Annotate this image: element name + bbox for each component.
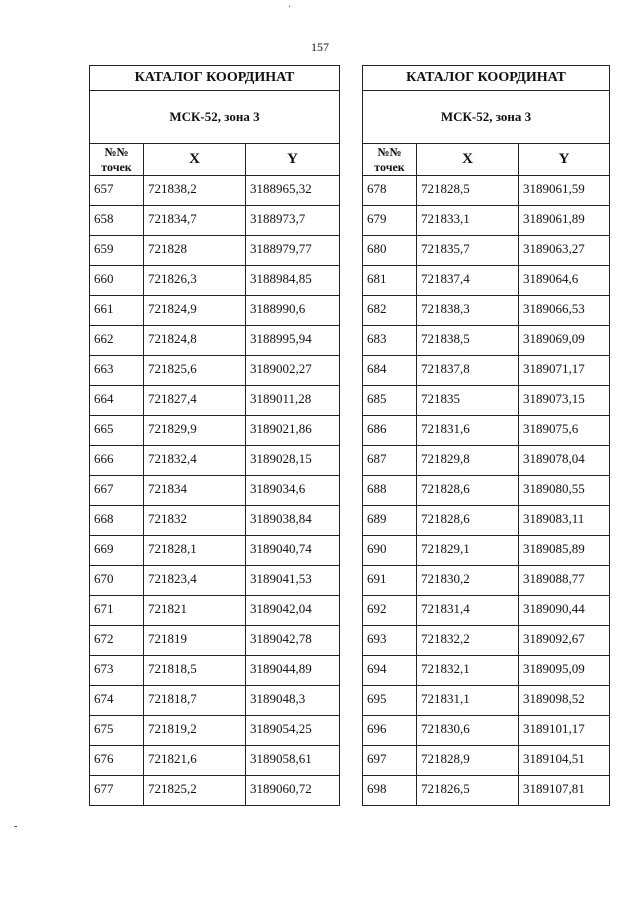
point-number-cell: 664 bbox=[90, 386, 144, 416]
x-coordinate-cell: 721837,8 bbox=[417, 356, 519, 386]
y-coordinate-cell: 3189071,17 bbox=[519, 356, 610, 386]
point-number-cell: 693 bbox=[363, 626, 417, 656]
y-coordinate-cell: 3189041,53 bbox=[246, 566, 340, 596]
table-row bbox=[363, 356, 610, 386]
table-row bbox=[363, 566, 610, 596]
y-coordinate-cell: 3189104,51 bbox=[519, 746, 610, 776]
table-row bbox=[363, 716, 610, 746]
point-number-cell: 675 bbox=[90, 716, 144, 746]
tick-mark: ' bbox=[289, 4, 291, 13]
x-coordinate-cell: 721837,4 bbox=[417, 266, 519, 296]
table-row bbox=[363, 446, 610, 476]
point-number-cell: 658 bbox=[90, 206, 144, 236]
y-coordinate-cell: 3189021,86 bbox=[246, 416, 340, 446]
y-coordinate-cell: 3189092,67 bbox=[519, 626, 610, 656]
table-row bbox=[363, 656, 610, 686]
point-number-cell: 690 bbox=[363, 536, 417, 566]
table-row bbox=[90, 296, 340, 326]
y-coordinate-cell: 3189038,84 bbox=[246, 506, 340, 536]
x-coordinate-cell: 721828,1 bbox=[144, 536, 246, 566]
table-row bbox=[90, 386, 340, 416]
point-number-cell: 677 bbox=[90, 776, 144, 806]
x-coordinate-cell: 721824,8 bbox=[144, 326, 246, 356]
x-coordinate-cell: 721838,3 bbox=[417, 296, 519, 326]
x-coordinate-cell: 721818,5 bbox=[144, 656, 246, 686]
point-number-cell: 669 bbox=[90, 536, 144, 566]
x-coordinate-cell: 721829,1 bbox=[417, 536, 519, 566]
x-coordinate-cell: 721835 bbox=[417, 386, 519, 416]
header-num-line2: точек bbox=[374, 159, 405, 174]
y-coordinate-cell: 3189066,53 bbox=[519, 296, 610, 326]
y-coordinate-cell: 3189078,04 bbox=[519, 446, 610, 476]
y-coordinate-cell: 3189061,59 bbox=[519, 176, 610, 206]
x-coordinate-cell: 721838,5 bbox=[417, 326, 519, 356]
x-coordinate-cell: 721832 bbox=[144, 506, 246, 536]
y-coordinate-cell: 3189034,6 bbox=[246, 476, 340, 506]
y-coordinate-cell: 3189044,89 bbox=[246, 656, 340, 686]
x-coordinate-cell: 721834,7 bbox=[144, 206, 246, 236]
point-number-cell: 686 bbox=[363, 416, 417, 446]
x-coordinate-cell: 721830,6 bbox=[417, 716, 519, 746]
table-row bbox=[363, 326, 610, 356]
table-row bbox=[363, 686, 610, 716]
point-number-cell: 662 bbox=[90, 326, 144, 356]
point-number-cell: 674 bbox=[90, 686, 144, 716]
table-row bbox=[90, 476, 340, 506]
point-number-cell: 663 bbox=[90, 356, 144, 386]
y-coordinate-cell: 3189042,78 bbox=[246, 626, 340, 656]
x-coordinate-cell: 721828,6 bbox=[417, 476, 519, 506]
table-row bbox=[90, 236, 340, 266]
y-coordinate-cell: 3189101,17 bbox=[519, 716, 610, 746]
y-coordinate-cell: 3189075,6 bbox=[519, 416, 610, 446]
header-num-line1: №№ bbox=[377, 144, 402, 159]
table-row bbox=[90, 746, 340, 776]
x-coordinate-cell: 721823,4 bbox=[144, 566, 246, 596]
y-coordinate-cell: 3189088,77 bbox=[519, 566, 610, 596]
table-row bbox=[90, 716, 340, 746]
point-number-cell: 695 bbox=[363, 686, 417, 716]
table-row bbox=[90, 776, 340, 806]
table-row bbox=[363, 776, 610, 806]
x-coordinate-cell: 721819 bbox=[144, 626, 246, 656]
y-coordinate-cell: 3189061,89 bbox=[519, 206, 610, 236]
x-coordinate-cell: 721829,8 bbox=[417, 446, 519, 476]
point-number-cell: 680 bbox=[363, 236, 417, 266]
point-number-cell: 671 bbox=[90, 596, 144, 626]
y-coordinate-cell: 3189002,27 bbox=[246, 356, 340, 386]
point-number-cell: 694 bbox=[363, 656, 417, 686]
point-number-cell: 682 bbox=[363, 296, 417, 326]
point-number-cell: 679 bbox=[363, 206, 417, 236]
table-row bbox=[90, 176, 340, 206]
y-coordinate-cell: 3189011,28 bbox=[246, 386, 340, 416]
point-number-cell: 688 bbox=[363, 476, 417, 506]
table-row bbox=[90, 446, 340, 476]
table-row bbox=[90, 626, 340, 656]
y-coordinate-cell: 3189069,09 bbox=[519, 326, 610, 356]
x-coordinate-cell: 721818,7 bbox=[144, 686, 246, 716]
y-coordinate-cell: 3189064,6 bbox=[519, 266, 610, 296]
table-row bbox=[363, 266, 610, 296]
coordinate-catalog-right bbox=[362, 65, 610, 806]
page-number: 157 bbox=[311, 40, 329, 54]
point-number-cell: 696 bbox=[363, 716, 417, 746]
point-number-cell: 660 bbox=[90, 266, 144, 296]
x-coordinate-cell: 721829,9 bbox=[144, 416, 246, 446]
header-num-line2: точек bbox=[101, 159, 132, 174]
x-coordinate-cell: 721828 bbox=[144, 236, 246, 266]
y-coordinate-cell: 3189083,11 bbox=[519, 506, 610, 536]
point-number-cell: 678 bbox=[363, 176, 417, 206]
point-number-cell: 670 bbox=[90, 566, 144, 596]
x-coordinate-cell: 721826,3 bbox=[144, 266, 246, 296]
point-number-cell: 691 bbox=[363, 566, 417, 596]
point-number-cell: 661 bbox=[90, 296, 144, 326]
y-coordinate-cell: 3188965,32 bbox=[246, 176, 340, 206]
table-row bbox=[363, 386, 610, 416]
x-coordinate-cell: 721830,2 bbox=[417, 566, 519, 596]
x-coordinate-cell: 721819,2 bbox=[144, 716, 246, 746]
y-coordinate-cell: 3189028,15 bbox=[246, 446, 340, 476]
x-coordinate-cell: 721828,6 bbox=[417, 506, 519, 536]
table-row bbox=[90, 266, 340, 296]
x-coordinate-cell: 721824,9 bbox=[144, 296, 246, 326]
table-row bbox=[363, 746, 610, 776]
y-coordinate-cell: 3189060,72 bbox=[246, 776, 340, 806]
x-coordinate-cell: 721831,1 bbox=[417, 686, 519, 716]
y-coordinate-cell: 3189095,09 bbox=[519, 656, 610, 686]
catalog-title: КАТАЛОГ КООРДИНАТ bbox=[90, 66, 340, 91]
table-row bbox=[363, 476, 610, 506]
table-row bbox=[363, 536, 610, 566]
y-coordinate-cell: 3189040,74 bbox=[246, 536, 340, 566]
y-coordinate-cell: 3189063,27 bbox=[519, 236, 610, 266]
y-coordinate-cell: 3189085,89 bbox=[519, 536, 610, 566]
y-coordinate-cell: 3189048,3 bbox=[246, 686, 340, 716]
point-number-cell: 667 bbox=[90, 476, 144, 506]
x-coordinate-cell: 721821 bbox=[144, 596, 246, 626]
point-number-cell: 687 bbox=[363, 446, 417, 476]
point-number-cell: 672 bbox=[90, 626, 144, 656]
y-coordinate-cell: 3189073,15 bbox=[519, 386, 610, 416]
margin-mark: - bbox=[14, 821, 18, 832]
y-coordinate-cell: 3189098,52 bbox=[519, 686, 610, 716]
x-coordinate-cell: 721826,5 bbox=[417, 776, 519, 806]
table-row bbox=[90, 416, 340, 446]
y-coordinate-cell: 3188973,7 bbox=[246, 206, 340, 236]
point-number-cell: 692 bbox=[363, 596, 417, 626]
x-coordinate-cell: 721832,4 bbox=[144, 446, 246, 476]
y-coordinate-cell: 3189054,25 bbox=[246, 716, 340, 746]
table-row bbox=[363, 176, 610, 206]
x-coordinate-cell: 721833,1 bbox=[417, 206, 519, 236]
point-number-cell: 673 bbox=[90, 656, 144, 686]
point-number-cell: 697 bbox=[363, 746, 417, 776]
y-coordinate-cell: 3189042,04 bbox=[246, 596, 340, 626]
catalog-subtitle: МСК-52, зона 3 bbox=[90, 91, 340, 144]
y-coordinate-cell: 3188979,77 bbox=[246, 236, 340, 266]
x-coordinate-cell: 721825,6 bbox=[144, 356, 246, 386]
x-coordinate-cell: 721831,6 bbox=[417, 416, 519, 446]
x-coordinate-cell: 721821,6 bbox=[144, 746, 246, 776]
point-number-cell: 689 bbox=[363, 506, 417, 536]
table-row bbox=[363, 626, 610, 656]
header-point-number bbox=[90, 144, 144, 176]
table-row bbox=[90, 206, 340, 236]
table-row bbox=[90, 656, 340, 686]
point-number-cell: 657 bbox=[90, 176, 144, 206]
point-number-cell: 684 bbox=[363, 356, 417, 386]
point-number-cell: 668 bbox=[90, 506, 144, 536]
y-coordinate-cell: 3188990,6 bbox=[246, 296, 340, 326]
header-y: Y bbox=[519, 144, 610, 176]
header-x: X bbox=[417, 144, 519, 176]
x-coordinate-cell: 721832,1 bbox=[417, 656, 519, 686]
y-coordinate-cell: 3189080,55 bbox=[519, 476, 610, 506]
table-row bbox=[363, 596, 610, 626]
table-row bbox=[90, 596, 340, 626]
header-num-line1: №№ bbox=[104, 144, 129, 159]
x-coordinate-cell: 721827,4 bbox=[144, 386, 246, 416]
table-row bbox=[90, 506, 340, 536]
table-row bbox=[90, 686, 340, 716]
y-coordinate-cell: 3189107,81 bbox=[519, 776, 610, 806]
point-number-cell: 698 bbox=[363, 776, 417, 806]
table-row bbox=[90, 536, 340, 566]
point-number-cell: 685 bbox=[363, 386, 417, 416]
point-number-cell: 681 bbox=[363, 266, 417, 296]
table-row bbox=[363, 506, 610, 536]
x-coordinate-cell: 721835,7 bbox=[417, 236, 519, 266]
x-coordinate-cell: 721838,2 bbox=[144, 176, 246, 206]
coordinate-catalog-left bbox=[89, 65, 340, 806]
x-coordinate-cell: 721834 bbox=[144, 476, 246, 506]
y-coordinate-cell: 3188995,94 bbox=[246, 326, 340, 356]
x-coordinate-cell: 721831,4 bbox=[417, 596, 519, 626]
table-row bbox=[363, 296, 610, 326]
point-number-cell: 659 bbox=[90, 236, 144, 266]
y-coordinate-cell: 3189058,61 bbox=[246, 746, 340, 776]
y-coordinate-cell: 3188984,85 bbox=[246, 266, 340, 296]
table-row bbox=[90, 566, 340, 596]
header-point-number bbox=[363, 144, 417, 176]
x-coordinate-cell: 721828,5 bbox=[417, 176, 519, 206]
catalog-title: КАТАЛОГ КООРДИНАТ bbox=[363, 66, 610, 91]
table-row bbox=[363, 236, 610, 266]
point-number-cell: 665 bbox=[90, 416, 144, 446]
point-number-cell: 683 bbox=[363, 326, 417, 356]
y-coordinate-cell: 3189090,44 bbox=[519, 596, 610, 626]
table-row bbox=[363, 206, 610, 236]
point-number-cell: 676 bbox=[90, 746, 144, 776]
point-number-cell: 666 bbox=[90, 446, 144, 476]
header-x: X bbox=[144, 144, 246, 176]
header-y: Y bbox=[246, 144, 340, 176]
x-coordinate-cell: 721828,9 bbox=[417, 746, 519, 776]
table-row bbox=[90, 326, 340, 356]
x-coordinate-cell: 721832,2 bbox=[417, 626, 519, 656]
catalog-subtitle: МСК-52, зона 3 bbox=[363, 91, 610, 144]
table-row bbox=[363, 416, 610, 446]
x-coordinate-cell: 721825,2 bbox=[144, 776, 246, 806]
table-row bbox=[90, 356, 340, 386]
